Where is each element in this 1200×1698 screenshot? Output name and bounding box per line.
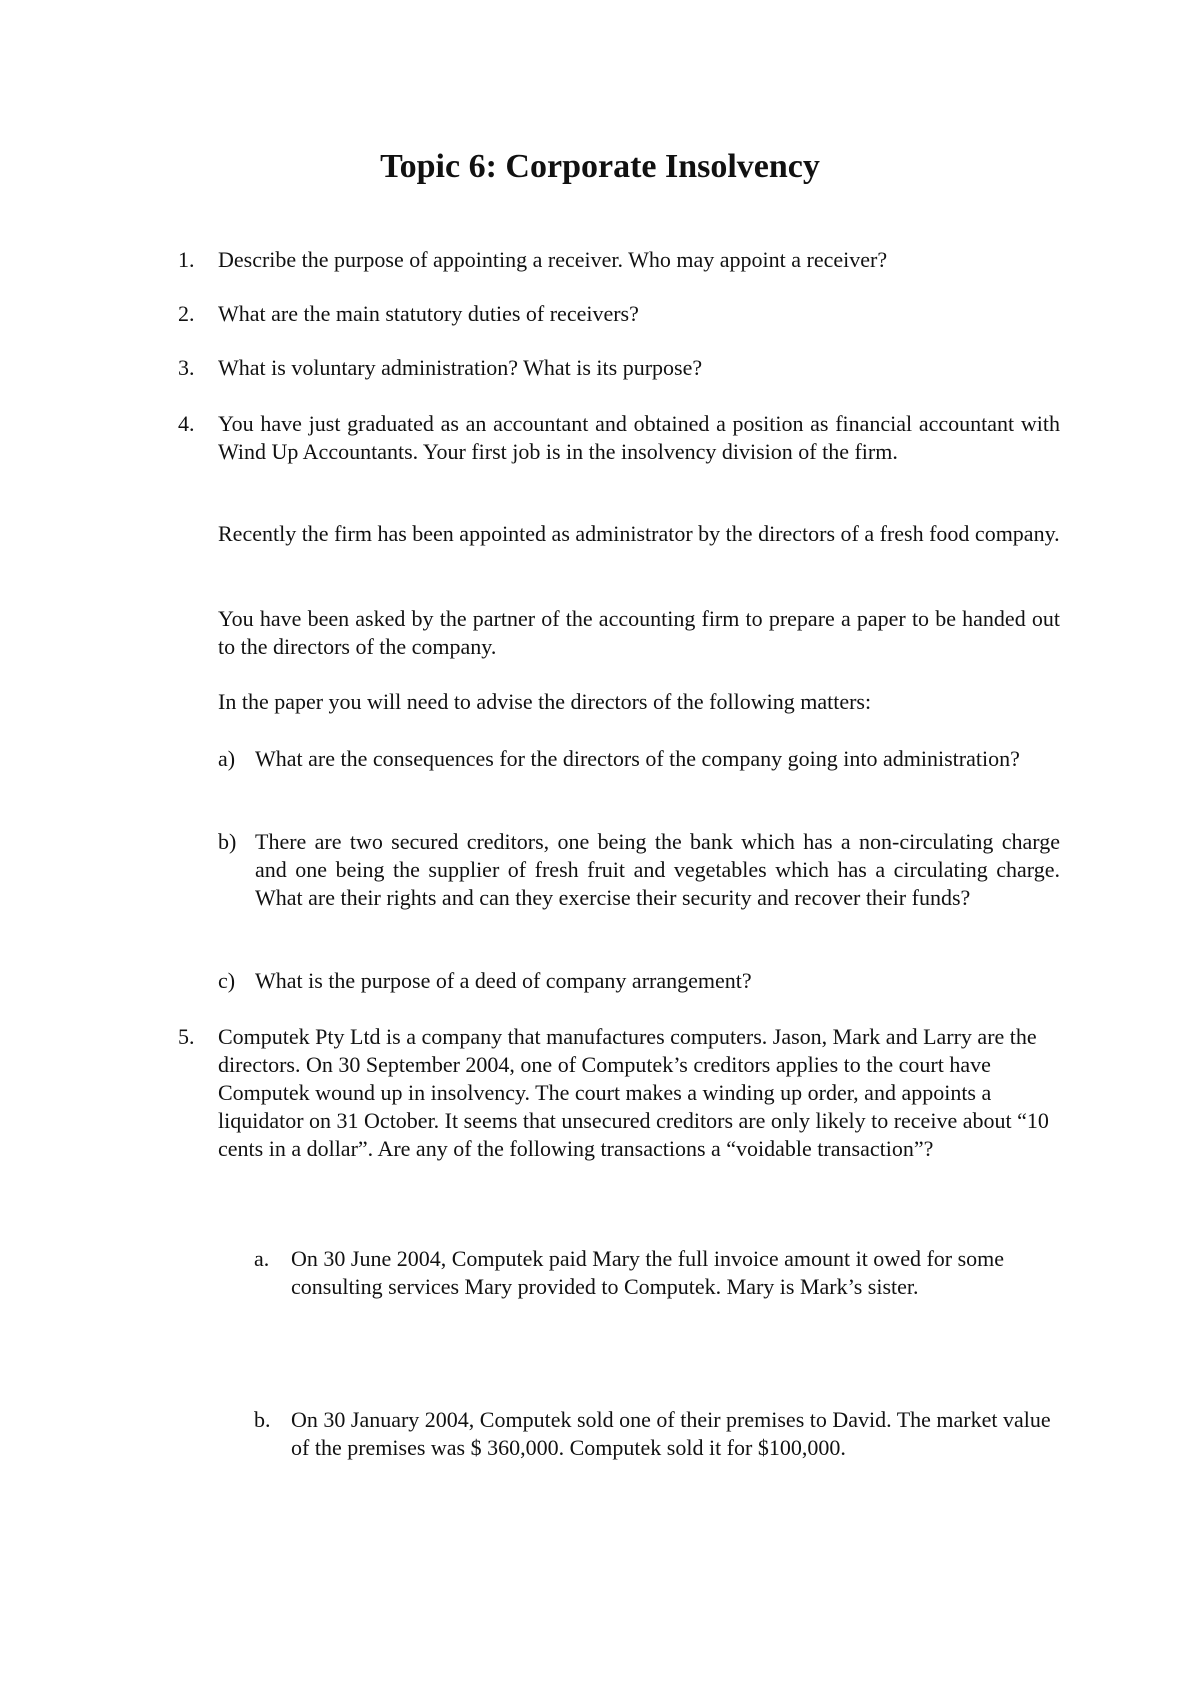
item-text: On 30 June 2004, Computek paid Mary the full invoice amount it owed for some consulting services Mary provided to Computek. Mary is Mark’s sister. bbox=[291, 1246, 1005, 1299]
question-text: What are the main statutory duties of receivers? bbox=[218, 301, 639, 326]
question-4-paragraph: Recently the firm has been appointed as administrator by the directors of a fresh food company. bbox=[218, 521, 1060, 546]
item-letter: c) bbox=[218, 968, 236, 993]
question-4-paragraph: You have been asked by the partner of the accounting firm to prepare a paper to be handed out to the directors of the company. bbox=[218, 606, 1060, 659]
item-letter: a. bbox=[254, 1246, 270, 1271]
item-text: There are two secured creditors, one being the bank which has a non-circulating charge and one being the supplier of fresh fruit and vegetables which has a circulating charge. What are their rights and can they exercise their security and recover their funds? bbox=[255, 829, 1060, 910]
question-number: 4. bbox=[178, 411, 195, 436]
question-text: You have just graduated as an accountant and obtained a position as financial accountant with Wind Up Accountants. Your first job is in the insolvency division of the firm. bbox=[218, 411, 1060, 464]
item-text: What are the consequences for the directors of the company going into administration? bbox=[255, 746, 1020, 771]
question-number: 1. bbox=[178, 247, 195, 272]
item-text: What is the purpose of a deed of company arrangement? bbox=[255, 968, 752, 993]
question-number: 5. bbox=[178, 1024, 195, 1049]
item-letter: a) bbox=[218, 746, 236, 771]
question-text: Computek Pty Ltd is a company that manufactures computers. Jason, Mark and Larry are the directors. On 30 September 2004, one of Computek’s creditors applies to the court have Computek wound up in insolvency. The court makes a winding up order, and appoints a liquidator on 31 October. It seems that unsecured creditors are only likely to receive about “10 cents in a dollar”. Are any of the following transactions a “voidable transaction”? bbox=[218, 1024, 1049, 1161]
question-4-paragraph: In the paper you will need to advise the directors of the following matters: bbox=[218, 689, 872, 714]
item-text: On 30 January 2004, Computek sold one of their premises to David. The market value of the premises was $ 360,000. Computek sold it for $100,000. bbox=[291, 1407, 1051, 1460]
item-letter: b) bbox=[218, 829, 237, 854]
question-text: Describe the purpose of appointing a receiver. Who may appoint a receiver? bbox=[218, 247, 888, 272]
page-title: Topic 6: Corporate Insolvency bbox=[380, 148, 820, 185]
question-number: 3. bbox=[178, 355, 195, 380]
item-letter: b. bbox=[254, 1407, 271, 1432]
question-number: 2. bbox=[178, 301, 195, 326]
question-text: What is voluntary administration? What is its purpose? bbox=[218, 355, 703, 380]
